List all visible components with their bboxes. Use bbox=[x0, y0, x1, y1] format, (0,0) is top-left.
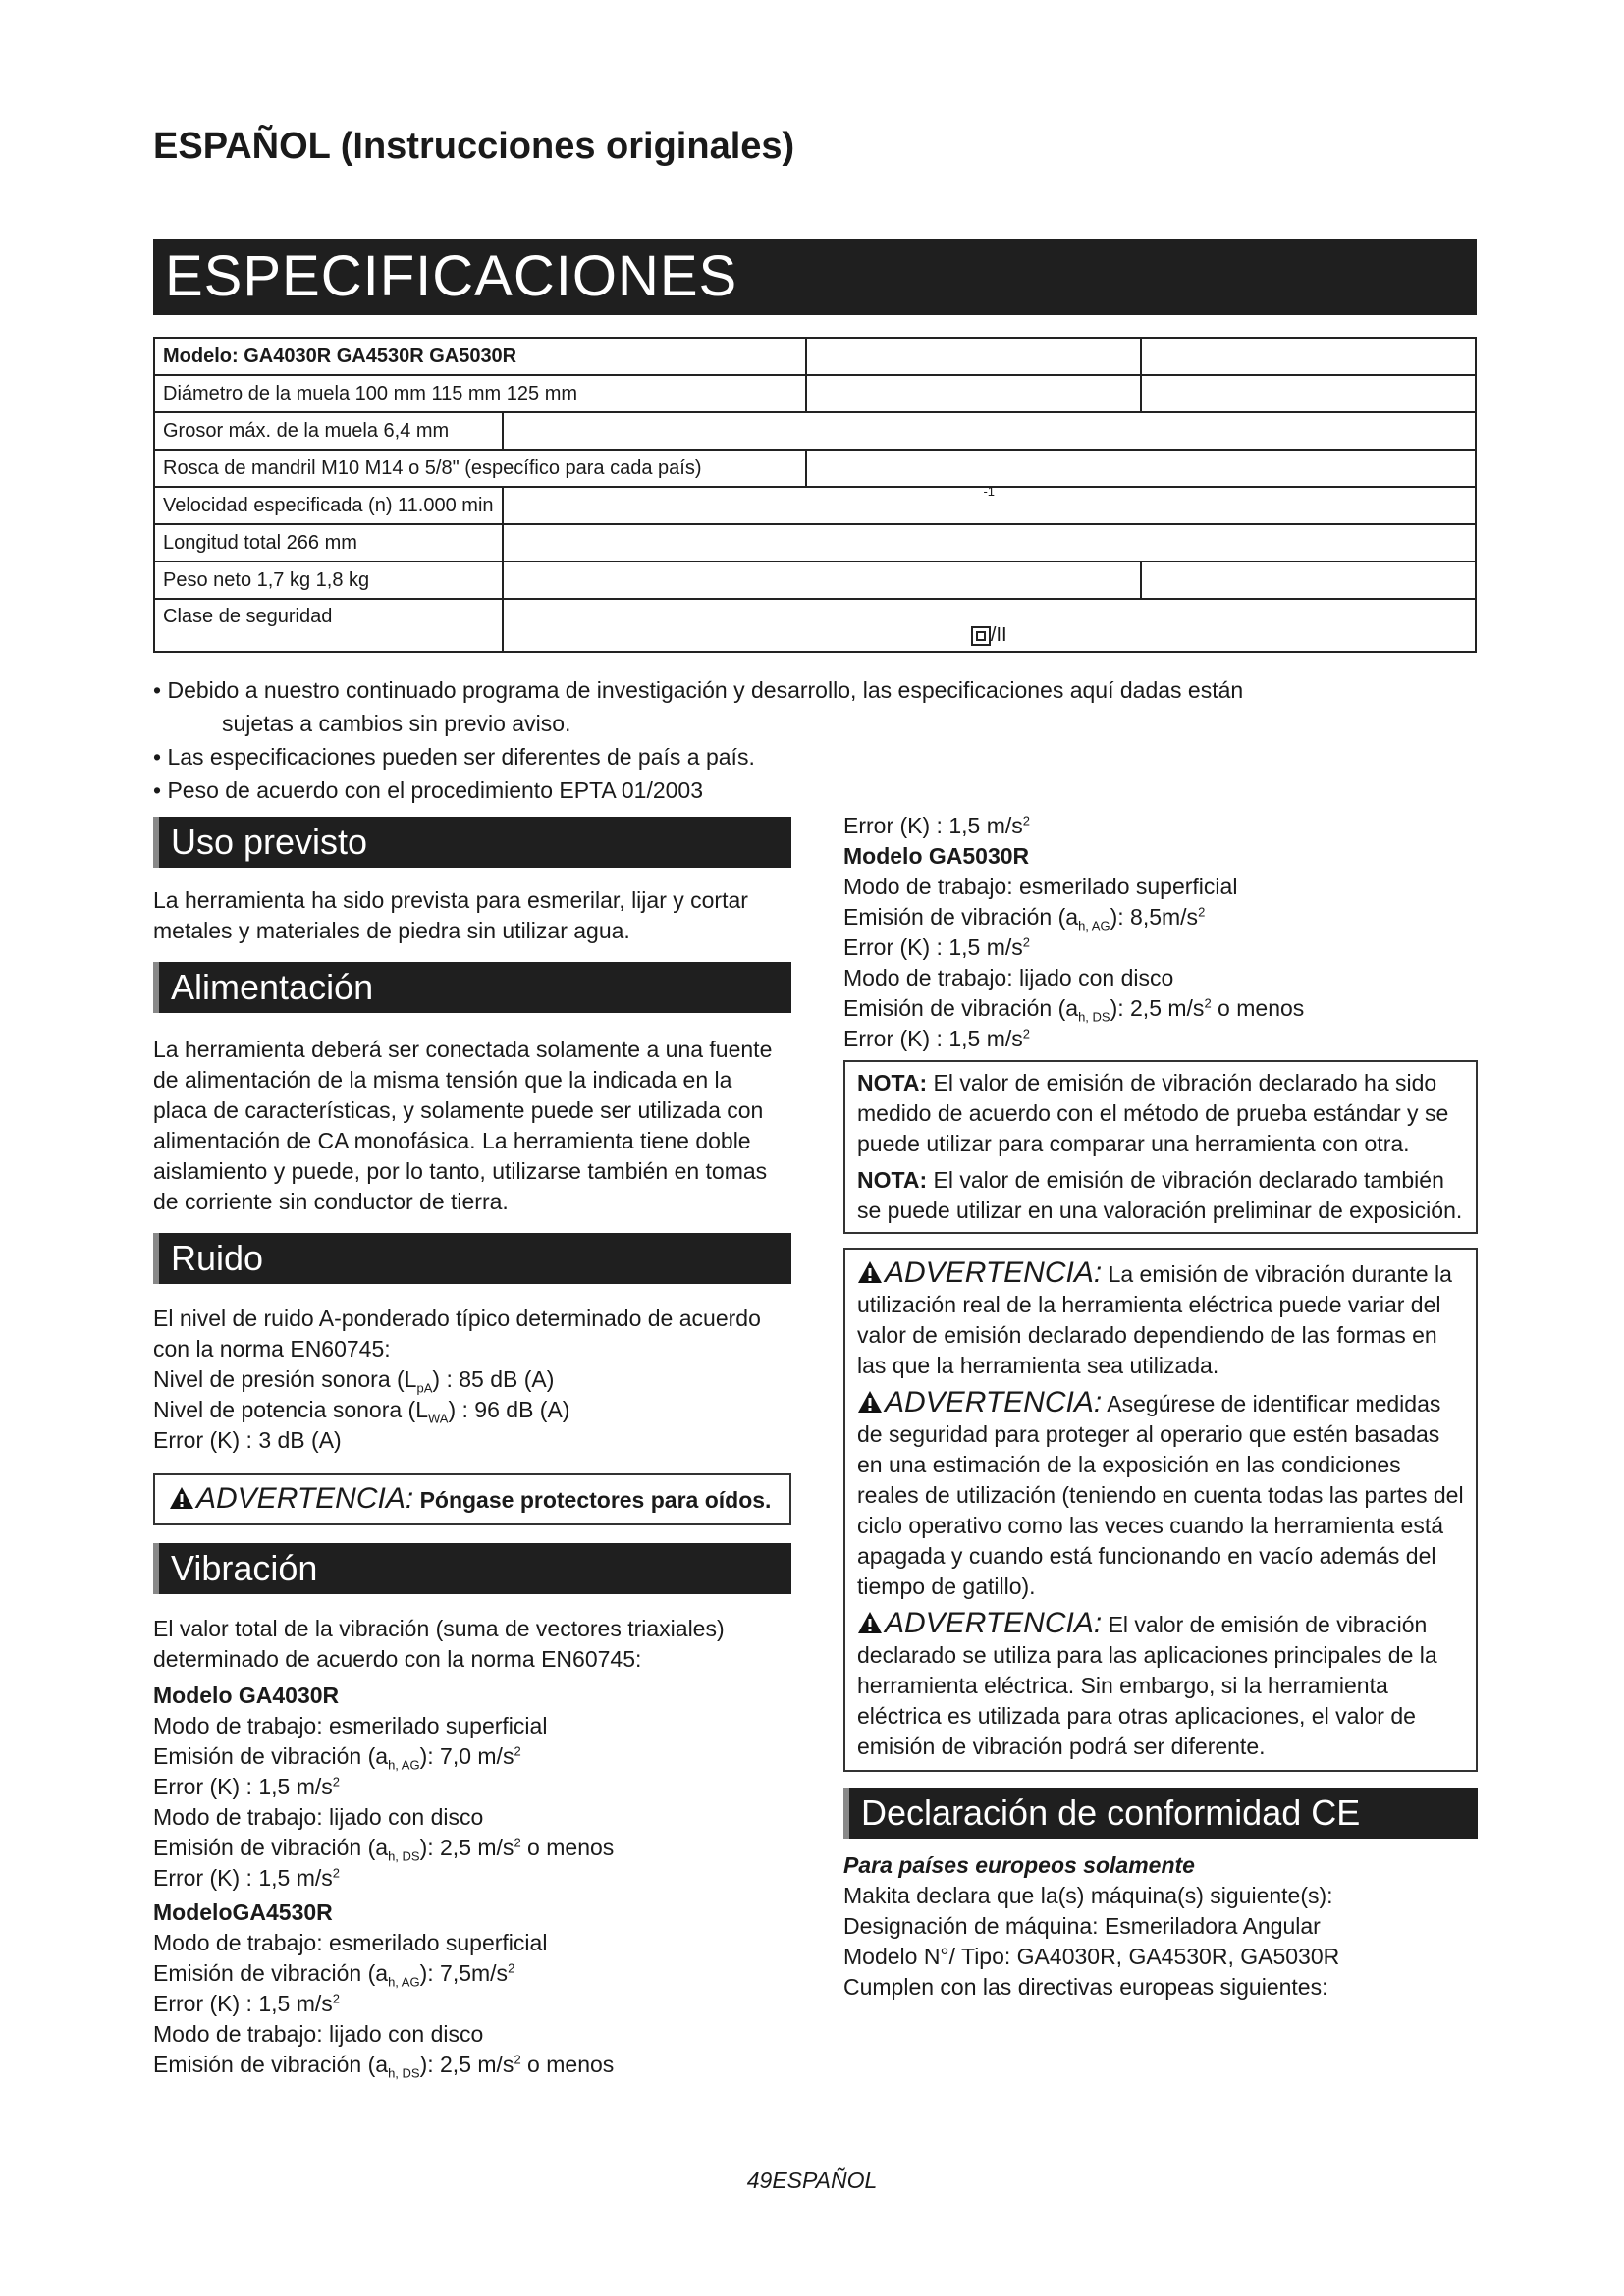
spec-row bbox=[154, 561, 1476, 599]
warning-triangle-icon bbox=[857, 1611, 883, 1634]
warning-label: ADVERTENCIA: bbox=[196, 1482, 414, 1515]
specifications-heading: ESPECIFICACIONES bbox=[153, 239, 1477, 315]
vib-line: Emisión de vibración $(a_{h, DS})$: 2,5 $m/s^2$ o menos bbox=[153, 2052, 615, 2081]
spec-row bbox=[154, 599, 1476, 652]
rpm-exponent: -1 bbox=[983, 483, 996, 499]
vib-line: Error (K) : 1,5 $m/s^2$ bbox=[153, 1774, 340, 1799]
vib-line: Error (K) : 1,5 $m/s^2$ bbox=[843, 1026, 1030, 1051]
section-heading-alimentacion: Alimentación bbox=[153, 962, 791, 1013]
spec-cell bbox=[1141, 561, 1476, 599]
declaracion-line: Designación de máquina: Esmeriladora Angular bbox=[843, 1913, 1321, 1939]
vib-line: Error (K) : 1,5 $m/s^2$ bbox=[153, 1991, 340, 2016]
double-insulation-icon bbox=[971, 626, 991, 646]
spec-cell bbox=[503, 483, 1476, 524]
ruido-warning-box bbox=[153, 1473, 791, 1525]
advertencia-item: ADVERTENCIA: La emisión de vibración durante la utilización real de la herramienta eléctrica puede variar del valor de emisión declarado dependiendo de las formas en las que la herramienta sea utilizada. bbox=[857, 1256, 1452, 1378]
spec-cell bbox=[503, 412, 1476, 450]
declaracion-line: Cumplen con las directivas europeas siguientes: bbox=[843, 1974, 1328, 2000]
note-item: • Las especificaciones pueden ser diferentes de país a país. bbox=[153, 744, 755, 770]
specifications-table bbox=[153, 337, 1477, 653]
page-language-title: ESPAÑOL (Instrucciones originales) bbox=[153, 126, 795, 167]
warning-triangle-icon bbox=[857, 1390, 883, 1414]
section-heading-ruido: Ruido bbox=[153, 1233, 791, 1284]
section-heading-declaracion: Declaración de conformidad CE bbox=[843, 1788, 1478, 1839]
model-name: Modelo GA5030R bbox=[843, 843, 1030, 869]
vib-line: Error (K) : 1,5 $m/s^2$ bbox=[843, 813, 1030, 838]
spec-cell bbox=[806, 338, 1141, 375]
spec-cell: Grosor máx. de la muela 6,4 mm bbox=[154, 412, 503, 450]
vib-line: Error (K) : 1,5 $m/s^2$ bbox=[153, 1865, 340, 1891]
spec-cell: Peso neto 1,7 kg 1,8 kg bbox=[154, 561, 503, 599]
vib-line: Emisión de vibración $(a_{h, AG})$: 7,0 $m/s^2$ bbox=[153, 1743, 521, 1773]
note-item: • Peso de acuerdo con el procedimiento EPTA 01/2003 bbox=[153, 777, 703, 803]
note-item: • Debido a nuestro continuado programa de investigación y desarrollo, las especificaciones aquí dadas están sujetas a cambios sin previo aviso. bbox=[153, 677, 1244, 736]
vibracion-intro: El valor total de la vibración (suma de vectores triaxiales) determinado de acuerdo con la norma EN60745: bbox=[153, 1616, 725, 1672]
spec-cell: Rosca de mandril M10 M14 o 5/8" (específico para cada país) bbox=[154, 450, 806, 487]
section-heading-uso: Uso previsto bbox=[153, 817, 791, 868]
vib-line: Modo de trabajo: lijado con disco bbox=[153, 2021, 484, 2047]
spec-row bbox=[154, 375, 1476, 412]
spec-row bbox=[154, 450, 1476, 487]
spec-cell: Longitud total 266 mm bbox=[154, 524, 503, 561]
advertencia-item: ADVERTENCIA: Asegúrese de identificar medidas de seguridad para proteger al operario que estén basadas en una estimación de la exposición en las condiciones reales de utilización (teniendo en cuenta todas las partes del ciclo operativo como las veces cuando la herramienta está apagada y cuando está funcionando en vacío además del tiempo de gatillo). bbox=[857, 1386, 1464, 1599]
section-heading-vibracion: Vibración bbox=[153, 1543, 791, 1594]
spec-cell bbox=[503, 561, 1141, 599]
warning-triangle-icon bbox=[857, 1260, 883, 1284]
spec-cell bbox=[1141, 375, 1476, 412]
spec-notes bbox=[153, 673, 1477, 807]
advertencia-item: ADVERTENCIA: El valor de emisión de vibración declarado se utiliza para las aplicaciones principales de la herramienta eléctrica. Sin embargo, si la herramienta eléctrica es utilizada para otras aplicaciones, el valor de emisión de vibración podrá ser diferente. bbox=[857, 1607, 1437, 1759]
spec-cell bbox=[806, 375, 1141, 412]
nota-box bbox=[843, 1060, 1478, 1234]
model-name: ModeloGA4530R bbox=[153, 1899, 333, 1925]
declaracion-line: Makita declara que la(s) máquina(s) siguiente(s): bbox=[843, 1883, 1333, 1908]
warning-triangle-icon bbox=[169, 1486, 194, 1510]
ruido-line: Nivel de presión sonora $(L_{pA})$ : 85 dB (A) bbox=[153, 1366, 555, 1396]
safety-class-value: /II bbox=[990, 624, 1007, 646]
spec-row bbox=[154, 338, 1476, 375]
declaracion-line: Modelo N°/ Tipo: GA4030R, GA4530R, GA5030R bbox=[843, 1944, 1340, 1969]
vib-line: Emisión de vibración $(a_{h, DS})$: 2,5 $m/s^2$ o menos bbox=[153, 1835, 615, 1864]
ruido-line: Error (K) : 3 dB (A) bbox=[153, 1427, 342, 1453]
spec-cell bbox=[503, 599, 1476, 652]
vib-line: Emisión de vibración $(a_{h, AG})$: $7,5m/s^2$ bbox=[153, 1960, 515, 1990]
model-name: Modelo GA4030R bbox=[153, 1682, 340, 1708]
warning-text: Póngase protectores para oídos. bbox=[419, 1487, 772, 1513]
page-number: 49ESPAÑOL bbox=[746, 2167, 878, 2193]
vib-line: Emisión de vibración $(a_{h, AG})$: $8,5m/s^2$ bbox=[843, 904, 1206, 934]
left-column bbox=[153, 817, 791, 2080]
spec-cell: Clase de seguridad bbox=[154, 599, 503, 652]
alimentacion-text: La herramienta deberá ser conectada solamente a una fuente de alimentación de la misma tensión que la indicada en la placa de características, y solamente puede ser utilizada con alimentación de CA monofásica. La herramienta tiene doble aislamiento y puede, por lo tanto, utilizarse también en tomas de corriente sin conductor de tierra. bbox=[153, 1037, 773, 1214]
right-column bbox=[843, 811, 1478, 2002]
spec-cell: Diámetro de la muela 100 mm 115 mm 125 mm bbox=[154, 375, 806, 412]
vib-line: Error (K) : 1,5 $m/s^2$ bbox=[843, 934, 1030, 960]
spec-cell: Velocidad especificada (n) 11.000 min bbox=[154, 487, 503, 524]
ruido-line: Nivel de potencia sonora $(L_{WA})$ : 96 dB (A) bbox=[153, 1397, 570, 1426]
vib-line: Modo de trabajo: esmerilado superficial bbox=[153, 1713, 548, 1738]
vib-line: Modo de trabajo: esmerilado superficial bbox=[843, 874, 1238, 899]
ruido-intro: El nivel de ruido A-ponderado típico determinado de acuerdo con la norma EN60745: bbox=[153, 1306, 761, 1362]
spec-cell: Modelo: GA4030R GA4530R GA5030R bbox=[154, 338, 806, 375]
advertencia-box bbox=[843, 1248, 1478, 1772]
uso-text: La herramienta ha sido prevista para esmerilar, lijar y cortar metales y materiales de piedra sin utilizar agua. bbox=[153, 887, 748, 943]
spec-cell bbox=[503, 524, 1476, 561]
vib-line: Modo de trabajo: esmerilado superficial bbox=[153, 1930, 548, 1955]
vib-line: Modo de trabajo: lijado con disco bbox=[153, 1804, 484, 1830]
vib-line: Emisión de vibración $(a_{h, DS})$: 2,5 $m/s^2$ o menos bbox=[843, 995, 1305, 1025]
spec-cell bbox=[1141, 338, 1476, 375]
vib-line: Modo de trabajo: lijado con disco bbox=[843, 965, 1174, 990]
nota-item: NOTA: El valor de emisión de vibración declarado también se puede utilizar en una valoración preliminar de exposición. bbox=[857, 1167, 1463, 1223]
spec-row bbox=[154, 412, 1476, 450]
declaracion-subtitle: Para países europeos solamente bbox=[843, 1852, 1195, 1878]
spec-row bbox=[154, 487, 1476, 524]
spec-cell bbox=[806, 450, 1476, 487]
nota-item: NOTA: El valor de emisión de vibración declarado ha sido medido de acuerdo con el método de prueba estándar y se puede utilizar para comparar una herramienta con otra. bbox=[857, 1070, 1449, 1156]
spec-row bbox=[154, 524, 1476, 561]
